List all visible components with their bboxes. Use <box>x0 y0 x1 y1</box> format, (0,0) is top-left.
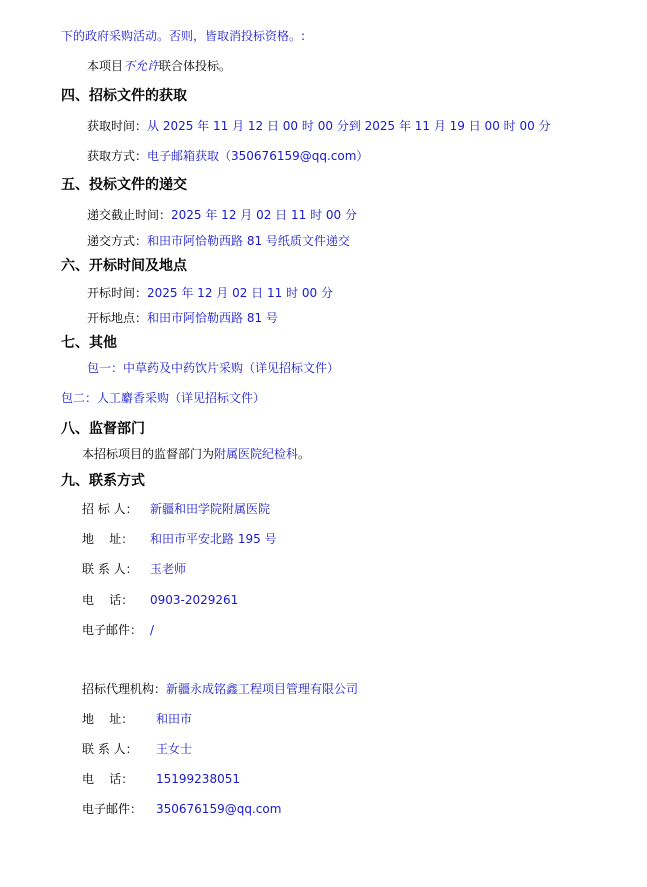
supervision-prefix: 本招标项目的监督部门为 <box>82 447 215 461</box>
purchaser-name-value: 新疆和田学院附属医院 <box>150 502 271 516</box>
purchaser-email-line <box>82 622 154 638</box>
purchaser-email-label: 电子邮件： <box>82 623 143 637</box>
agency-contact-line <box>82 741 192 757</box>
agency-address-label: 地 址： <box>82 712 134 726</box>
submit-method-line <box>87 233 350 249</box>
agency-email-label: 电子邮件： <box>82 802 143 816</box>
obtain-method-label: 获取方式： <box>87 149 148 163</box>
top-line: 下的政府采购活动。否则，皆取消投标资格。: <box>61 29 306 43</box>
section-4-heading: 四、招标文件的获取 <box>61 88 187 104</box>
section-6-heading: 六、开标时间及地点 <box>61 258 187 274</box>
consortium-suffix: 联合体投标。 <box>159 59 232 73</box>
opening-time-label: 开标时间： <box>87 286 148 300</box>
section-5-heading: 五、投标文件的递交 <box>61 177 187 193</box>
agency-email-line <box>82 801 281 817</box>
opening-time-value: 2025 年 12 月 02 日 11 时 00 分 <box>147 286 333 300</box>
section-9-heading: 九、联系方式 <box>61 473 145 489</box>
agency-address-value: 和田市 <box>156 712 193 726</box>
supervision-suffix: 。 <box>298 447 311 461</box>
package-2: 包二：人工麝香采购（详见招标文件） <box>61 391 266 405</box>
purchaser-address-line <box>82 531 277 547</box>
purchaser-phone-value: 0903-2029261 <box>150 593 239 607</box>
purchaser-phone-line <box>82 592 238 608</box>
section-8-heading: 八、监督部门 <box>61 421 145 437</box>
agency-name-value: 新疆永成铭鑫工程项目管理有限公司 <box>166 682 359 696</box>
purchaser-contact-label: 联 系 人： <box>82 562 138 576</box>
supervision-dept: 附属医院纪检科 <box>214 447 299 461</box>
purchaser-contact-line <box>82 561 186 577</box>
purchaser-email-value: / <box>150 623 155 637</box>
agency-email-value: 350676159@qq.com <box>156 802 282 816</box>
agency-contact-label: 联 系 人： <box>82 742 138 756</box>
consortium-prefix: 本项目 <box>87 59 124 73</box>
purchaser-address-value: 和田市平安北路 195 号 <box>150 532 277 546</box>
package-1: 包一：中草药及中药饮片采购（详见招标文件） <box>87 361 340 375</box>
submit-method-label: 递交方式： <box>87 234 148 248</box>
purchaser-address-label: 地 址： <box>82 532 134 546</box>
deadline-label: 递交截止时间： <box>87 208 172 222</box>
agency-phone-label: 电 话： <box>82 772 134 786</box>
obtain-method-value: 电子邮箱获取（350676159@qq.com） <box>147 149 369 163</box>
agency-phone-value: 15199238051 <box>156 772 240 786</box>
agency-contact-value: 王女士 <box>156 742 193 756</box>
obtain-method-line <box>87 148 368 164</box>
opening-place-line <box>87 310 278 326</box>
purchaser-phone-label: 电 话： <box>82 593 134 607</box>
consortium-line <box>87 58 231 74</box>
supervision-line <box>82 446 310 462</box>
submit-method-value: 和田市阿恰勒西路 81 号纸质文件递交 <box>147 234 350 248</box>
opening-place-label: 开标地点： <box>87 311 148 325</box>
section-7-heading: 七、其他 <box>61 335 117 351</box>
agency-name-line <box>82 681 358 697</box>
consortium-value: 不允许 <box>123 59 160 73</box>
agency-name-label: 招标代理机构： <box>82 682 167 696</box>
purchaser-contact-value: 玉老师 <box>150 562 187 576</box>
purchaser-name-label: 招 标 人： <box>82 502 138 516</box>
obtain-time-label: 获取时间： <box>87 119 148 133</box>
agency-phone-line <box>82 771 240 787</box>
deadline-value: 2025 年 12 月 02 日 11 时 00 分 <box>171 208 357 222</box>
obtain-time-line <box>87 118 551 134</box>
purchaser-name-line <box>82 501 270 517</box>
opening-place-value: 和田市阿恰勒西路 81 号 <box>147 311 278 325</box>
deadline-line <box>87 207 357 223</box>
agency-address-line <box>82 711 192 727</box>
obtain-time-value: 从 2025 年 11 月 12 日 00 时 00 分到 2025 年 11 月 19 日 00 时 00 分 <box>147 119 551 133</box>
opening-time-line <box>87 285 333 301</box>
